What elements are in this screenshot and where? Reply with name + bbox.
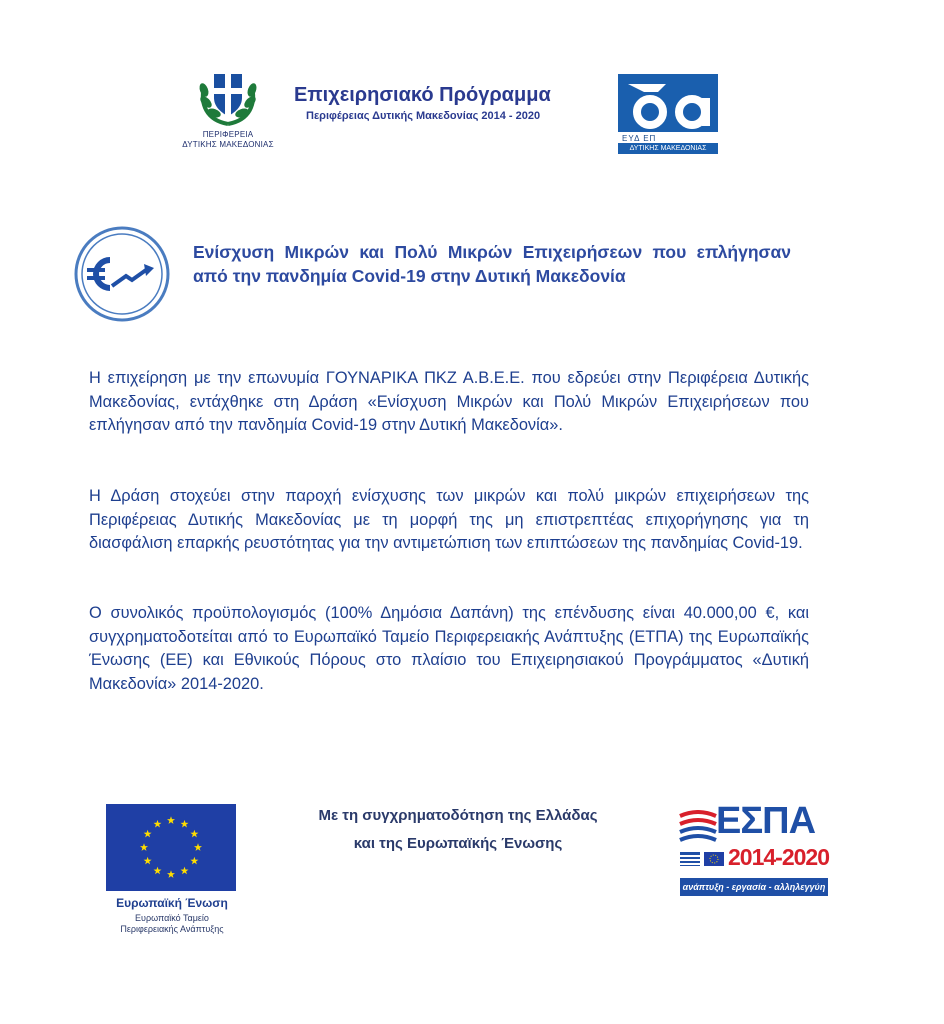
region-logo [168,68,288,158]
eu-name: Ευρωπαϊκή Ένωση [116,896,228,910]
eyd-strip: ΔΥΤΙΚΗΣ ΜΑΚΕΔΟΝΙΑΣ [618,143,718,154]
eu-star-icon [167,816,175,824]
eu-star-icon [154,820,162,828]
eu-star-icon [140,843,148,851]
espa-wordmark: ΕΣΠΑ [716,800,816,842]
eyd-logo [618,74,720,154]
eu-fund-name: Ευρωπαϊκό Ταμείο Περιφερειακής Ανάπτυξης [120,913,224,934]
program-title-block [294,84,602,122]
paragraph-beneficiary: Η επιχείρηση με την επωνυμία ΓΟΥΝΑΡΙΚΑ ΠΚΖ Α.Β.Ε.Ε. που εδρεύει στην Περιφέρεια Δυτικής Μακεδονίας, εντάχθηκε στη Δράση «Ενίσχυση Μικρών και Πολύ Μικρών Επιχειρήσεων που επλήγησαν από την πανδημία Covid-19 στην Δυτική Μακεδονία». [89,369,809,434]
eyd-mark [618,74,718,132]
eu-star-icon [190,857,198,865]
paragraph-objective: Η Δράση στοχεύει στην παροχή ενίσχυσης των μικρών και πολύ μικρών επιχειρήσεων της Περιφέρειας Δυτικής Μακεδονίας με τη μορφή της μη επιστρεπτέας επιχορήγησης για τη διασφάλιση επαρκής ρευστότητας για την αντιμετώπιση των επιπτώσεων της πανδημίας Covid-19. [89,487,809,552]
eu-star-icon [190,830,198,838]
eu-star-icon [194,843,202,851]
program-subtitle: Περιφέρειας Δυτικής Μακεδονίας 2014 - 2020 [306,110,541,122]
program-title: Επιχειρησιακό Πρόγραμμα [294,84,551,106]
cofunding-line: Με τη συγχρηματοδότηση της Ελλάδας [318,807,598,824]
eu-star-icon [181,820,189,828]
eu-logo [104,804,240,939]
eyd-mark-icon [618,74,718,132]
euro-growth-icon [72,224,172,324]
eyd-label: ΕΥΔ ΕΠ [622,134,657,143]
eu-star-icon [144,857,152,865]
espa-years: 2014-2020 [728,844,829,870]
eu-star-icon [154,867,162,875]
cofunding-statement [268,802,648,858]
greek-eu-flags-icon [680,852,724,866]
cofunding-line: και της Ευρωπαϊκής Ένωσης [353,835,563,852]
region-name: ΠΕΡΙΦΕΡΕΙΑ ΔΥΤΙΚΗΣ ΜΑΚΕΔΟΝΙΑΣ [182,130,274,149]
eu-star-icon [144,830,152,838]
espa-waves-icon [678,810,718,842]
espa-tagline: ανάπτυξη - εργασία - αλληλεγγύη [680,878,828,896]
greek-emblem-icon [194,68,262,128]
action-title: Ενίσχυση Μικρών και Πολύ Μικρών Επιχειρήσεων που επλήγησαν από την πανδημία Covid-19 στην Δυτική Μακεδονία [193,242,791,286]
espa-logo [676,800,832,900]
eu-flag-icon [106,804,236,891]
paragraph-budget: Ο συνολικός προϋπολογισμός (100% Δημόσια Δαπάνη) της επένδυσης είναι 40.000,00 €, και συγχρηματοδοτείται από το Ευρωπαϊκό Ταμείο Περιφερειακής Ανάπτυξης (ΕΤΠΑ) της Ευρωπαϊκής Ένωσης (ΕΕ) και Εθνικούς Πόρους στο πλαίσιο του Επιχειρησιακού Προγράμματος «Δυτική Μακεδονία» 2014-2020. [89,604,809,693]
eu-star-icon [181,867,189,875]
eu-star-icon [167,870,175,878]
